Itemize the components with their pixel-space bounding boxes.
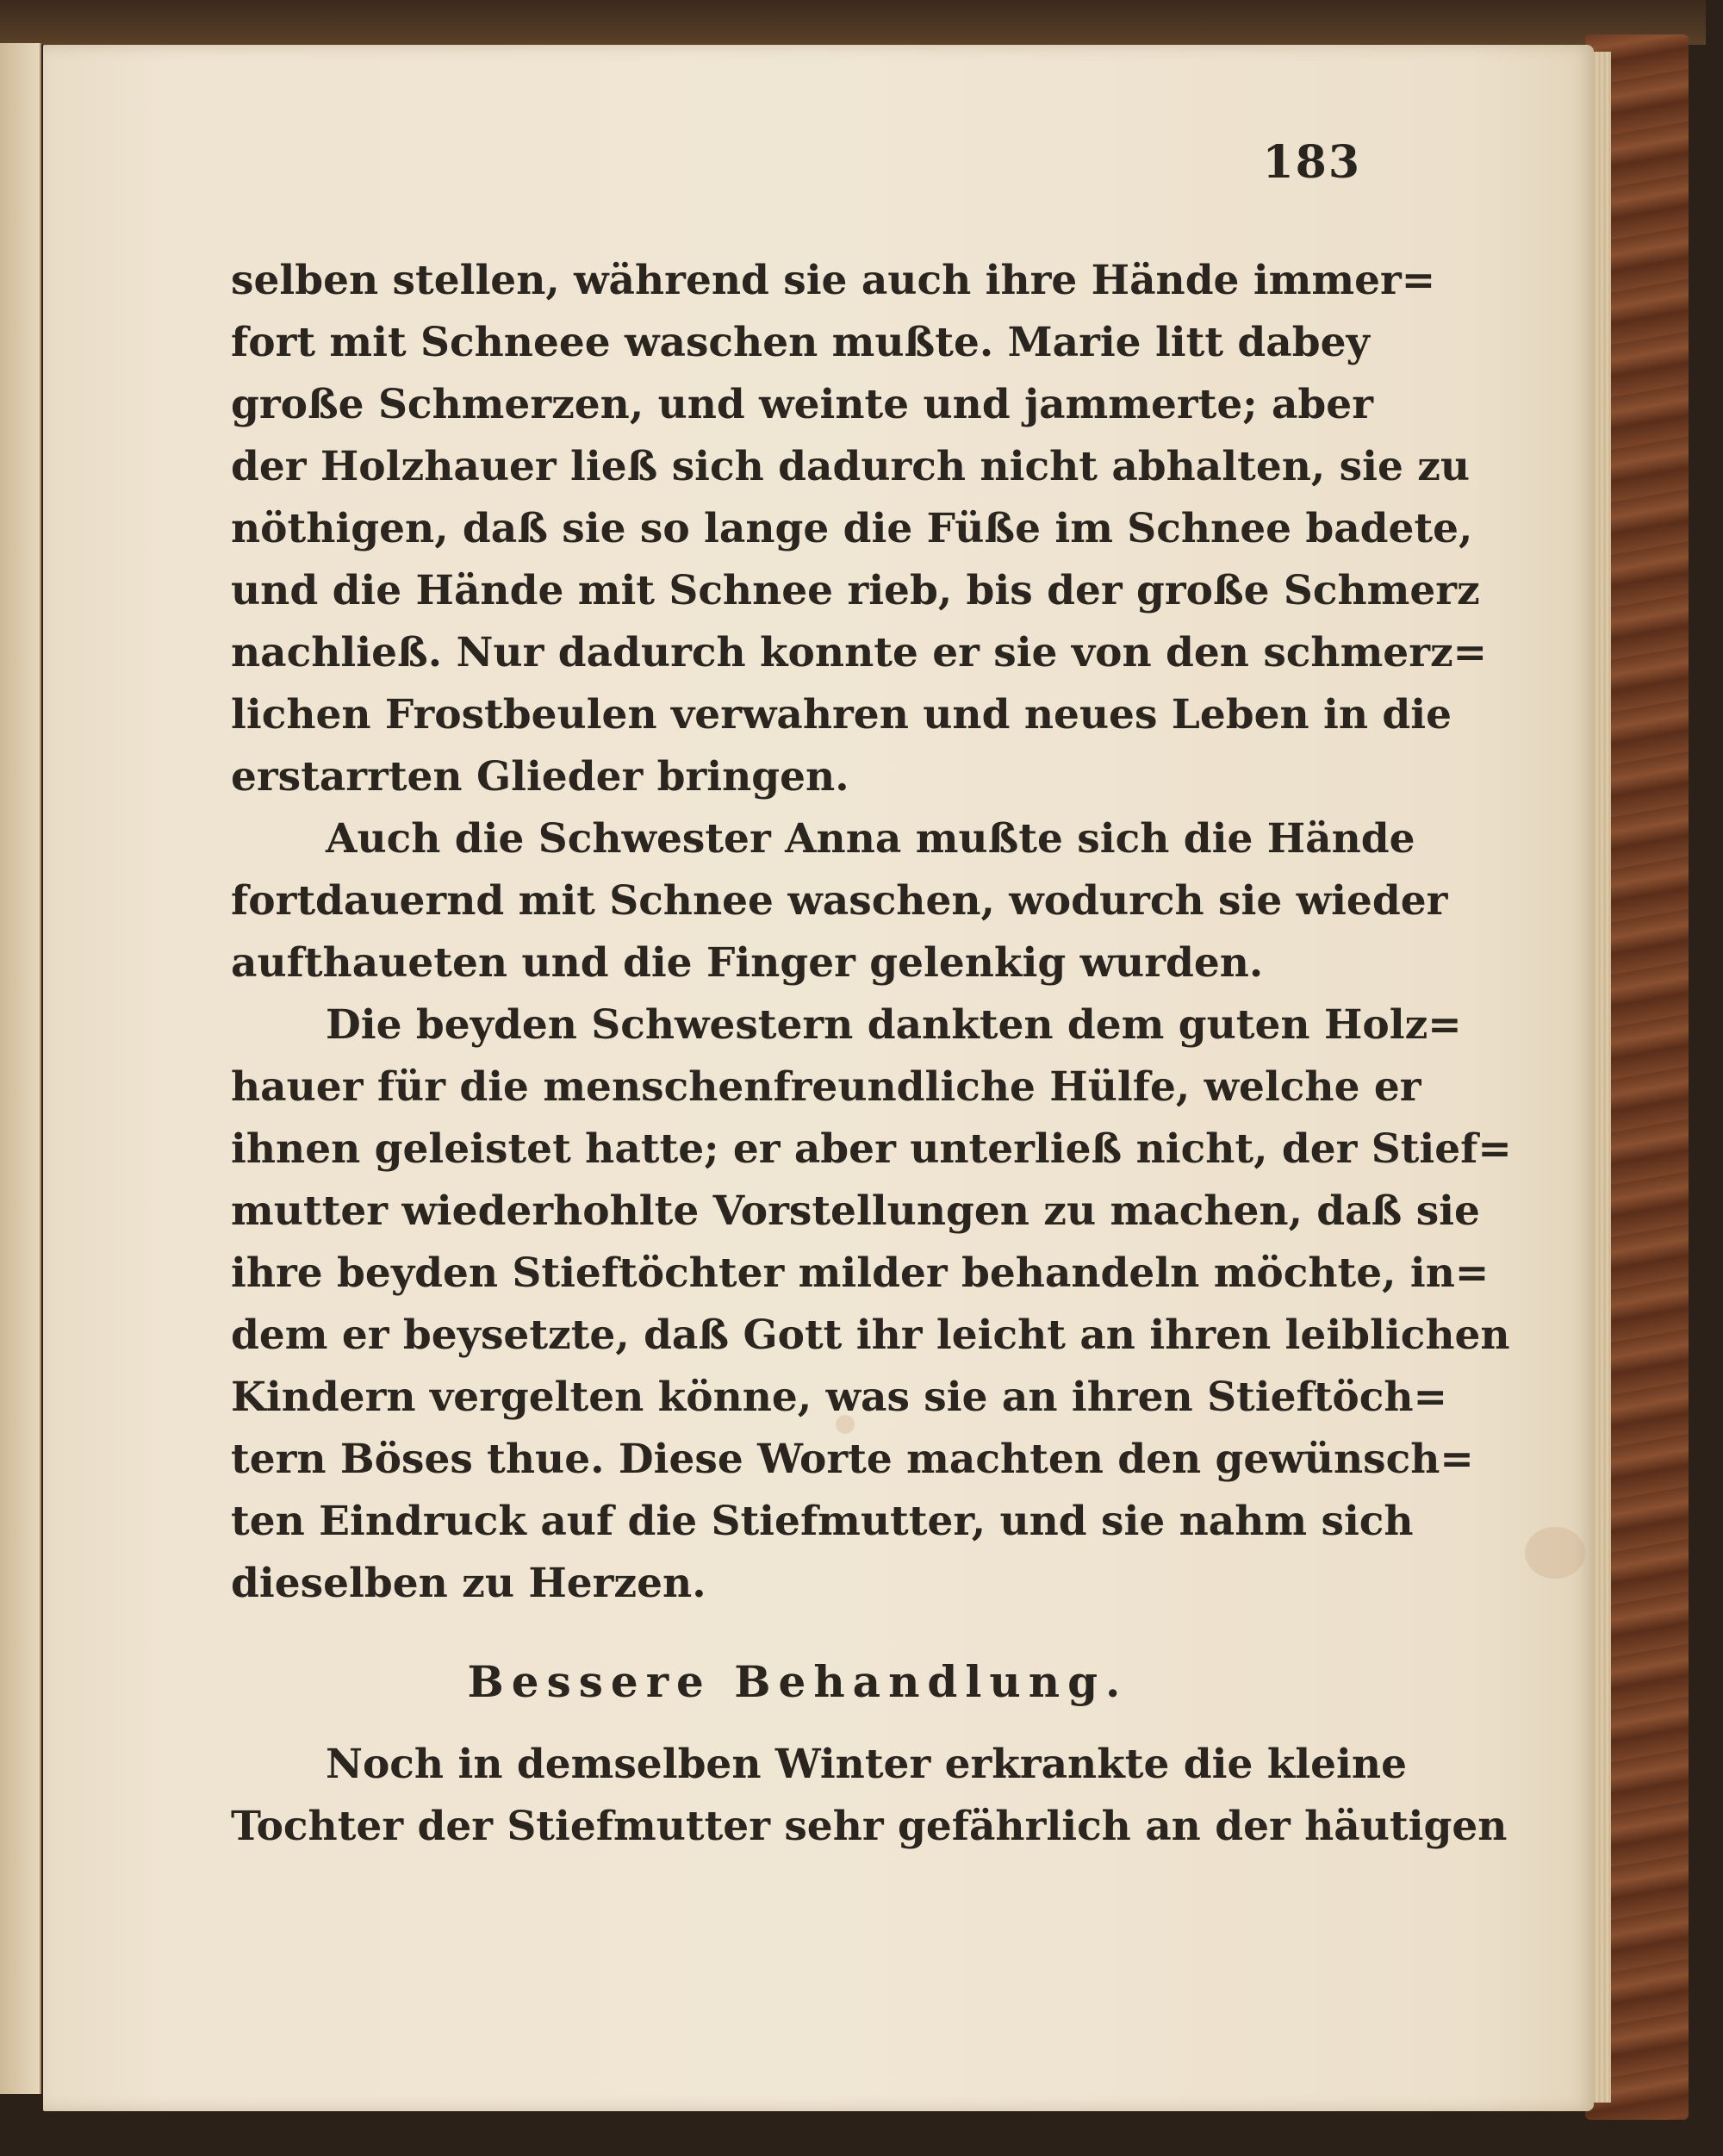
- text-line: Noch in demselben Winter erkrankte die kleine: [326, 1741, 1407, 1788]
- text-line: nöthigen, daß sie so lange die Füße im Schnee badete,: [231, 505, 1473, 552]
- paper-stain: [1525, 1527, 1585, 1579]
- text-line: fort mit Schneee waschen mußte. Marie litt dabey: [231, 319, 1370, 366]
- text-line: selben stellen, während sie auch ihre Hände immer=: [231, 257, 1436, 304]
- text-line: aufthaueten und die Finger gelenkig wurden.: [231, 939, 1264, 987]
- text-line: nachließ. Nur dadurch konnte er sie von den schmerz=: [231, 629, 1488, 676]
- text-line: Die beyden Schwestern dankten dem guten Holz=: [326, 1001, 1462, 1049]
- text-line: dem er beysetzte, daß Gott ihr leicht an ihren leiblichen: [231, 1312, 1510, 1359]
- text-line: Auch die Schwester Anna mußte sich die Hände: [326, 815, 1415, 863]
- book-spine-top: [0, 0, 1706, 45]
- text-line: große Schmerzen, und weinte und jammerte; aber: [231, 381, 1373, 428]
- text-line: tern Böses thue. Diese Worte machten den gewünsch=: [231, 1436, 1474, 1483]
- text-line: erstarrten Glieder bringen.: [231, 753, 849, 801]
- text-line: dieselben zu Herzen.: [231, 1560, 706, 1607]
- text-line: ten Eindruck auf die Stiefmutter, und sie nahm sich: [231, 1498, 1414, 1545]
- text-line: lichen Frostbeulen verwahren und neues Leben in die: [231, 691, 1452, 738]
- text-line: fortdauernd mit Schnee waschen, wodurch sie wieder: [231, 877, 1448, 925]
- text-line: der Holzhauer ließ sich dadurch nicht abhalten, sie zu: [231, 443, 1471, 490]
- text-line: hauer für die menschenfreundliche Hülfe, welche er: [231, 1063, 1421, 1111]
- page-number: 183: [1262, 136, 1361, 189]
- page-text: [231, 250, 1512, 1858]
- text-line: Kindern vergelten könne, was sie an ihren Stieftöch=: [231, 1374, 1447, 1421]
- text-line: ihre beyden Stieftöchter milder behandeln möchte, in=: [231, 1249, 1490, 1297]
- previous-page-edge: [0, 43, 41, 2094]
- section-heading: Bessere Behandlung.: [467, 1656, 1129, 1707]
- text-line: Tochter der Stiefmutter sehr gefährlich an der häutigen: [231, 1803, 1508, 1850]
- text-line: mutter wiederhohlte Vorstellungen zu machen, daß sie: [231, 1187, 1480, 1235]
- text-line: ihnen geleistet hatte; er aber unterließ nicht, der Stief=: [231, 1125, 1512, 1173]
- text-line: und die Hände mit Schnee rieb, bis der große Schmerz: [231, 567, 1480, 614]
